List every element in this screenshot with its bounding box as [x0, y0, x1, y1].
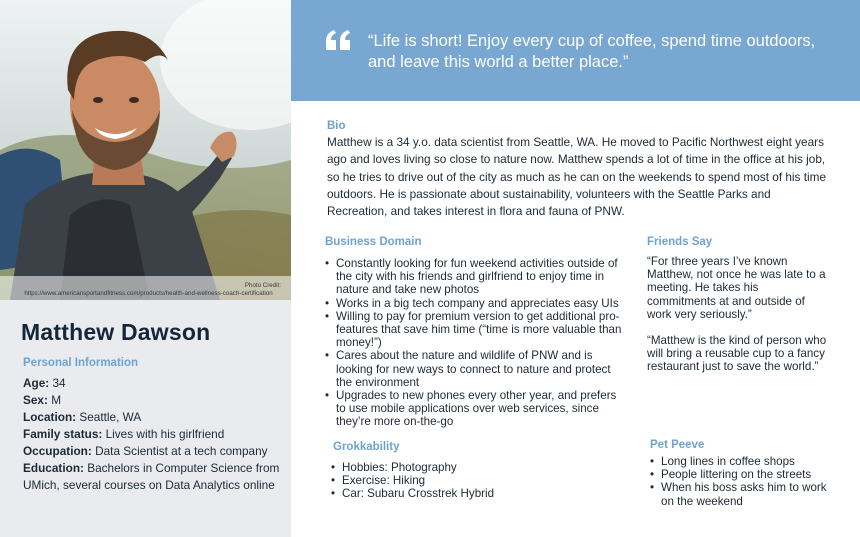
quote-banner	[291, 0, 860, 101]
photo-credit-url[interactable]: https://www.americansportandfitness.com/products/health-and-wellness-coach-certification	[24, 290, 273, 297]
persona-sidebar	[0, 0, 291, 537]
bio-heading: Bio	[327, 120, 346, 132]
personal-info-occupation: Occupation: Data Scientist at a tech company	[23, 444, 268, 458]
list-item: • Works in a big tech company and appreciates easy UIs	[325, 297, 623, 310]
list-item: • Upgrades to new phones every other year, and prefers to use mobile applications over web services, since they’re more on-the-go	[325, 389, 623, 429]
photo-credit-label: Photo Credit:	[244, 282, 281, 289]
persona-quote: “Life is short! Enjoy every cup of coffee, spend time outdoors, and leave this world a better place.”	[368, 32, 816, 71]
list-item: • Car: Subaru Crosstrek Hybrid	[331, 487, 611, 500]
list-item: • Hobbies: Photography	[331, 461, 611, 474]
business-domain-heading: Business Domain	[325, 236, 422, 248]
pet-peeve-list	[650, 455, 840, 508]
pet-peeve-heading: Pet Peeve	[650, 439, 705, 451]
list-item: • Exercise: Hiking	[331, 474, 611, 487]
list-item: • Long lines in coffee shops	[650, 455, 840, 468]
personal-info-location: Location: Seattle, WA	[23, 410, 142, 424]
list-item: • Willing to pay for premium version to get additional pro-features that save him time (“time is more valuable than money!”)	[325, 310, 623, 350]
quote-icon	[325, 30, 351, 50]
bio-text: Matthew is a 34 y.o. data scientist from Seattle, WA. He moved to Pacific Northwest eight years ago and loves living so close to nature now. Matthew spends a lot of time in the office at his job, so he tries to drive out of the city as much as he can on the weekends to spend most of his time outdoors. He is passionate about sustainability, volunteers with the Seattle Parks and Recreation, and takes interest in flora and fauna of PNW.	[327, 135, 827, 219]
personal-info-age: Age: 34	[23, 376, 66, 390]
photo-credit	[0, 276, 291, 300]
persona-photo	[0, 0, 291, 300]
friend-quote: “For three years I’ve known Matthew, not once he was late to a meeting. He takes his commitments at and outside of work very seriously.”	[647, 255, 826, 321]
personal-info-list	[23, 375, 285, 494]
grokkability-list	[331, 461, 611, 501]
personal-info-education: Education: Bachelors in Computer Science from UMich, several courses on Data Analytics online	[23, 461, 280, 492]
personal-info-family-status: Family status: Lives with his girlfriend	[23, 427, 225, 441]
list-item: • When his boss asks him to work on the weekend	[650, 481, 840, 507]
list-item: • Constantly looking for fun weekend activities outside of the city with his friends and girlfriend to enjoy time in nature and take new photos	[325, 257, 623, 297]
grokkability-heading: Grokkability	[333, 441, 400, 453]
persona-name: Matthew Dawson	[21, 319, 211, 345]
friend-quote: “Matthew is the kind of person who will bring a reusable cup to a fancy restaurant just to save the world.”	[647, 334, 827, 374]
friends-say-heading: Friends Say	[647, 236, 713, 248]
list-item: • People littering on the streets	[650, 468, 840, 481]
list-item: • Cares about the nature and wildlife of PNW and is looking for new ways to connect to nature and protect the environment	[325, 349, 623, 389]
personal-info-heading: Personal Information	[23, 357, 139, 369]
personal-info-sex: Sex: M	[23, 393, 62, 407]
business-domain-list	[325, 257, 623, 429]
friends-say-quotes	[647, 255, 827, 374]
